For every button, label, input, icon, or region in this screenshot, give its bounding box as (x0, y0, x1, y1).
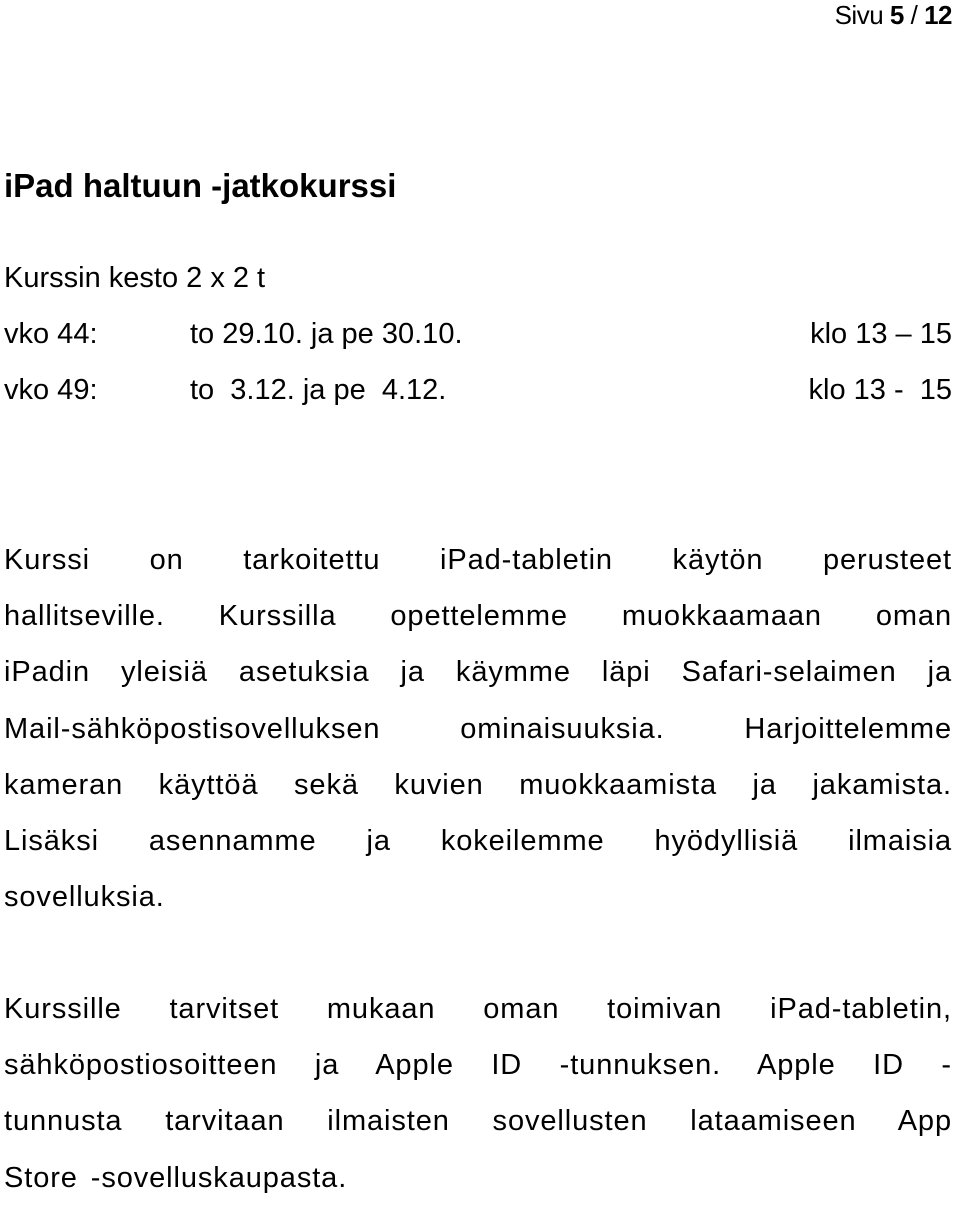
page-number (835, 0, 952, 30)
schedule-row (4, 314, 952, 354)
text-line: kameran käyttöä sekä kuvien muokkaamista ja jakamista. (4, 768, 952, 801)
text-line: Kurssi on tarkoitettu iPad-tabletin käytön perusteet (4, 544, 952, 576)
text-line: tunnusta tarvitaan ilmaisten sovellusten lataamiseen App (4, 1105, 952, 1138)
page-separator: / (910, 0, 918, 30)
schedule-week: vko 44: (4, 318, 98, 350)
page-total: 12 (924, 0, 952, 30)
schedule-dates: to 3.12. ja pe 4.12. (190, 374, 447, 406)
schedule-row (4, 370, 952, 410)
schedule-dates: to 29.10. ja pe 30.10. (190, 318, 463, 350)
text-line: sähköpostiosoitteen ja Apple ID -tunnuksen. Apple ID - (4, 1049, 952, 1082)
course-title: iPad haltuun -jatkokurssi (4, 167, 397, 204)
text-line: Lisäksi asennamme ja kokeilemme hyödyllisiä ilmaisia (4, 825, 952, 858)
course-requirements (4, 981, 952, 1206)
text-line: sovelluksia. (4, 881, 165, 914)
text-line: iPadin yleisiä asetuksia ja käymme läpi Safari-selaimen ja (4, 656, 952, 689)
page-current: 5 (889, 0, 904, 30)
schedule-week: vko 49: (4, 374, 98, 406)
text-line: Kurssille tarvitset mukaan oman toimivan iPad-tabletin, (4, 993, 952, 1025)
text-line: Mail-sähköpostisovelluksen ominaisuuksia. Harjoittelemme (4, 712, 952, 745)
text-line: Store -sovelluskaupasta. (4, 1161, 348, 1194)
schedule-time: klo 13 - 15 (808, 374, 952, 406)
page-label: Sivu (834, 0, 884, 30)
schedule-time: klo 13 – 15 (810, 318, 952, 350)
course-duration: Kurssin kesto 2 x 2 t (4, 262, 266, 294)
text-line: hallitseville. Kurssilla opettelemme muokkaamaan oman (4, 600, 952, 633)
course-description (4, 532, 952, 925)
